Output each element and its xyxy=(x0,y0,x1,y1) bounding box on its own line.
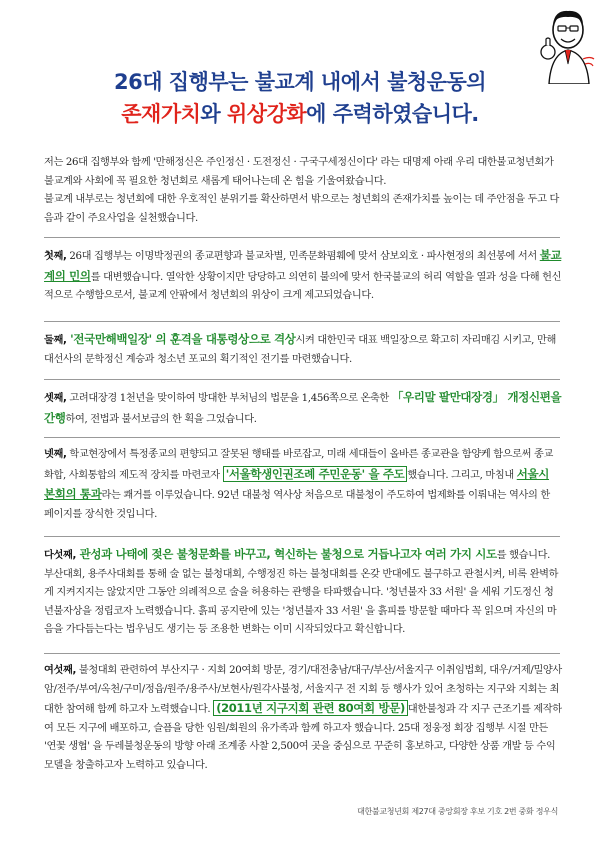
intro-section xyxy=(44,154,562,228)
third-highlight: 「우리말 팔만대장경」 개정신편을 간행 xyxy=(44,390,562,425)
sixth-highlight: (2011년 지구지회 관련 80여회 방문) xyxy=(213,700,408,716)
fourth-lead: 넷째, xyxy=(44,449,67,460)
divider-6 xyxy=(44,653,560,654)
second-lead: 둘째, xyxy=(44,335,67,346)
divider-1 xyxy=(44,237,560,238)
first-lead: 첫째, xyxy=(44,251,67,262)
fourth-highlight-1: '서울학생인권조례 주민운동' 을 주도 xyxy=(223,466,408,482)
fifth-item xyxy=(44,545,562,640)
third-text-2: 하여, 전법과 불서보급의 한 획을 그었습니다. xyxy=(65,413,257,425)
first-text-1: 26대 집행부는 이명박정권의 종교편향과 불교차별, 민족문화폄훼에 맞서 삼보외호 · 파사현정의 최선봉에 서서 xyxy=(66,251,540,262)
sixth-item xyxy=(44,662,562,775)
intro-paragraph-2: 불교계 내부로는 청년회에 대한 우호적인 분위기를 확산하면서 밖으로는 청년회의 존재가치를 높이는 데 주안점을 두고 다음과 같이 주요사업을 실천했습니다. xyxy=(44,194,559,224)
title-existence-value: 존재가치 xyxy=(121,102,201,126)
sixth-lead: 여섯째, xyxy=(44,665,76,676)
title-line-2 xyxy=(0,98,600,128)
third-item xyxy=(44,388,562,429)
intro-paragraph-1: 저는 26대 집행부와 함께 '만해정신은 주인정신 · 도전정신 · 구국구세정신이다' 라는 대명제 아래 우리 대한불교청년회가 불교계와 사회에 꼭 필요한 청년회로 새롭게 태어나는데 온 힘을 기울여왔습니다. xyxy=(44,157,554,187)
first-highlight: 불교계의 민의 xyxy=(44,248,562,283)
third-text-1: 고려대장경 1천년을 맞이하여 방대한 부처님의 법문을 1,456쪽으로 온축한 xyxy=(66,393,392,404)
second-highlight: '전국만해백일장' 의 훈격을 대통령상으로 격상 xyxy=(66,332,296,346)
second-item xyxy=(44,330,562,369)
first-item xyxy=(44,246,562,306)
fifth-highlight: 관성과 나태에 젖은 불청문화를 바꾸고, 혁신하는 불청으로 거듭나고자 여러 가지 시도 xyxy=(76,547,497,561)
title-status-strengthening: 위상강화 xyxy=(227,102,307,126)
sixth-text-1: 불청대회 관련하여 부산지구 · 지회 20여회 방문, 경기/대전충남/대구/부산/서울지구 이취임법회, 대우/거제/밀양사암/전주/부여/옥천/구미/정읍/원주/용주사/보현사/원각사불청, 서울지구 전 지회 등 행사가 있어 초청하는 지구와 지회는 최대한 참여해 함께 하고자 노력했습니다. xyxy=(44,665,562,715)
sixth-text-2: 대한불청과 각 지구 근조기를 제작하여 모든 지구에 배포하고, 슬픔을 당한 임원/회원의 유가족과 함께 하고자 했습니다. 25대 정웅정 회장 집행부 시절 만든 '연꽃 생협' 을 두레불청운동의 방향 아래 조계종 사찰 2,500여 곳을 중심으로 꾸준히 홍보하고, 다양한 상품 개발 등 수익모델을 창출하고자 노력하고 있습니다. xyxy=(44,704,562,771)
fourth-text-3: 라는 쾌거를 이루었습니다. 92년 대불청 역사상 처음으로 대불청이 주도하여 법제화를 이뤄내는 역사의 한 페이지를 장식한 것입니다. xyxy=(44,490,550,520)
divider-3 xyxy=(44,379,560,380)
fourth-item xyxy=(44,446,562,524)
fifth-text: 를 했습니다. 부산대회, 용주사대회를 통해 술 없는 불청대회, 수행정진 하는 불청대회를 온갖 반대에도 불구하고 관철시켜, 비록 완벽하게 지켜지지는 않았지만 그동안 의례적으로 술을 허용하는 관행을 타파했습니다. '청년불자 33 서원' 을 세워 기도정신 청년불자상을 정립코자 노력했습니다. 흙피 공지란에 있는 '청년불자 33 서원' 을 흙피를 방문할 때마다 꼭 읽으며 자신의 마음을 가다듬는다는 법우님도 생기는 등 조용한 변화는 이미 시작되었다고 확신합니다. xyxy=(44,550,559,635)
fourth-highlight-2: 서울시 본회의 통과 xyxy=(44,466,550,501)
second-text: 시켜 대한민국 대표 백일장으로 확고히 자리매김 시키고, 만해대선사의 문학정신 계승과 청소년 포교의 획기적인 전기를 마련했습니다. xyxy=(44,335,556,365)
footer-candidate-line: 대한불교청년회 제27대 중앙회장 후보 기호 2번 중화 정우식 xyxy=(357,807,558,816)
title-conjunction: 와 xyxy=(200,102,228,126)
first-text-2: 를 대변했습니다. 열악한 상황이지만 당당하고 의연히 불의에 맞서 한국불교의 허리 역할을 열과 성을 다해 헌신적으로 수행함으로서, 불교계 안팎에서 청년회의 위상이 크게 제고되었습니다. xyxy=(44,271,562,301)
divider-4 xyxy=(44,437,560,438)
divider-2 xyxy=(44,321,560,322)
fourth-text-1: 학교현장에서 특정종교의 편향되고 잘못된 행태를 바로잡고, 미래 세대들이 올바른 종교관을 함양케 함으로써 종교화합, 사회통합의 제도적 장치를 마련코자 xyxy=(44,449,554,481)
third-lead: 셋째, xyxy=(44,393,67,404)
divider-5 xyxy=(44,536,560,537)
fourth-text-2: 했습니다. 그리고, 마침내 xyxy=(407,469,517,481)
title-rest: 에 주력하였습니다. xyxy=(306,102,479,126)
fifth-lead: 다섯째, xyxy=(44,550,76,561)
title-line-1: 26대 집행부는 불교계 내에서 불청운동의 xyxy=(113,70,487,94)
